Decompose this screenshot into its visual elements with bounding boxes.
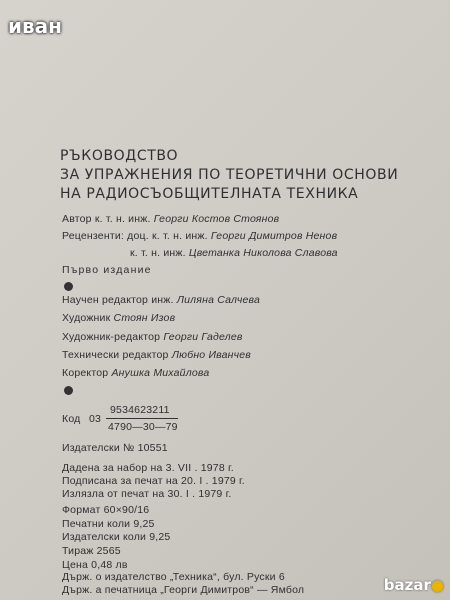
credit-label: Научен редактор инж. <box>62 294 174 306</box>
credit-artist <box>62 312 175 324</box>
date-released <box>62 488 231 500</box>
title-line-1: РЪКОВОДСТВО <box>60 148 179 164</box>
credit-label: Художник-редактор <box>62 331 161 343</box>
printer-line: Държ. а печатница „Георги Димитров“ — Ямбол <box>62 584 305 596</box>
author-line <box>62 213 279 225</box>
logo-text: bazar <box>383 576 431 594</box>
credit-technical-editor <box>62 349 251 361</box>
author-label: Автор к. т. н. инж. <box>62 213 151 225</box>
reviewer-2-name: Цветанка Николова Славова <box>188 247 338 259</box>
credit-art-editor <box>62 331 243 343</box>
code-denominator: 4790—30—79 <box>108 421 178 433</box>
credit-label: Художник <box>62 312 111 324</box>
separator-dot-1 <box>64 282 73 291</box>
reviewers-label: Рецензенти: доц. к. т. н. инж. <box>62 230 208 242</box>
reviewers-line <box>62 230 337 242</box>
print-sheets: Печатни коли 9,25 <box>62 518 155 530</box>
date-value: 30. I . 1979 г. <box>167 488 232 500</box>
date-label: Дадена за набор на <box>62 462 163 474</box>
credit-proofreader <box>62 367 209 379</box>
publisher-sheets: Издателски коли 9,25 <box>62 531 171 543</box>
title-line-3: НА РАДИОСЪОБЩИТЕЛНАТА ТЕХНИКА <box>60 186 359 202</box>
reviewer-2-label: к. т. н. инж. <box>130 247 186 259</box>
credit-name: Стоян Изов <box>113 312 176 324</box>
date-signed <box>62 475 245 487</box>
code-label: Код <box>62 413 81 425</box>
edition-label: Първо издание <box>62 264 152 276</box>
credit-scientific-editor <box>62 294 260 306</box>
reviewer-2-line <box>130 247 338 259</box>
reviewer-1-name: Георги Димитров Ненов <box>210 230 338 242</box>
bazar-logo <box>384 576 444 594</box>
credit-label: Коректор <box>62 367 109 379</box>
price: Цена 0,48 лв <box>62 559 128 571</box>
date-typeset <box>62 462 234 474</box>
logo-mark-icon: ● <box>430 576 444 594</box>
code-numerator: 9534623211 <box>110 404 170 416</box>
author-name: Георги Костов Стоянов <box>153 213 280 225</box>
print-run: Тираж 2565 <box>62 545 121 557</box>
code-fraction-line <box>106 418 178 419</box>
date-label: Излязла от печат на <box>62 488 165 500</box>
uploader-watermark: иван <box>8 14 62 38</box>
code-prefix: 03 <box>89 413 102 425</box>
format-spec: Формат 60×90/16 <box>62 504 150 516</box>
separator-dot-2 <box>64 386 73 395</box>
credit-name: Лиляна Салчева <box>176 294 260 306</box>
credit-label: Технически редактор <box>62 349 169 361</box>
publisher-number: Издателски № 10551 <box>62 442 168 454</box>
date-label: Подписана за печат на <box>62 475 178 487</box>
date-value: 3. VII . 1978 г. <box>165 462 234 474</box>
date-value: 20. I . 1979 г. <box>181 475 245 487</box>
credit-name: Любно Иванчев <box>171 349 251 361</box>
credit-name: Анушка Михайлова <box>111 367 210 379</box>
credit-name: Георги Гаделев <box>163 331 243 343</box>
publisher-line: Държ. о издателство „Техника“, бул. Руски 6 <box>62 571 285 583</box>
title-line-2: ЗА УПРАЖНЕНИЯ ПО ТЕОРЕТИЧНИ ОСНОВИ <box>60 167 399 183</box>
